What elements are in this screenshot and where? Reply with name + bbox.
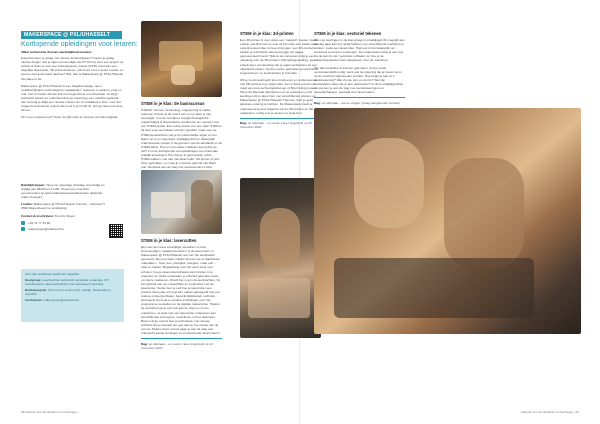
vector-title: STEM in je klas: vectoriel tekenen — [314, 31, 382, 36]
audience-label: Doelgroep: — [25, 278, 42, 283]
workshop-info-box — [21, 269, 124, 322]
workshop-photo-laptop — [141, 170, 222, 234]
contact-label: Contact & inschrijven: — [21, 213, 54, 218]
section-banner: MAKERSPACE @ PXL/UHASSELT — [21, 31, 122, 39]
page-subtitle: Kortlopende opleidingen voor leraren: — [21, 41, 138, 48]
phone-number[interactable]: +32 11 77 34 66 — [28, 220, 51, 225]
price-label: Deelnameprijs: — [25, 288, 48, 293]
vector-meta: op afspraak – aan te vragen (graag aangeboden worden) — [321, 100, 401, 105]
workshop-photo-student — [240, 178, 321, 338]
basiscursus-title: STEM in je klas: de basiscursus — [141, 101, 205, 106]
schedule-label: Data/tijdstippen: — [21, 183, 46, 187]
qr-code[interactable] — [109, 224, 123, 238]
location-label: Locatie: — [21, 202, 33, 207]
basiscursus-body: STEAM: science, technology, engineering & maths. Iedereen hoorde al de mond van vol en alles is niet bevestigd. In onze complexe hooglechnologische maatschappij is theoretische voorkennis om mensen met een STEM-profiel. Een echte praxis met een cijfer STEM is bij heel veel secundaire scholen populair, maar voor de STEM-leerkrachten ziet je het uiteindelijke eigen en het kijken op en in nijverheid, praktijkgericht en dialoogrijk onderbouwde manier in de grenzen van de aandacht en de STEM-tafels. Hoe en met welke middelen kan jij dat-op-het? In onze kortlopende vooropleidingen met maximale praktijk-ervaringen: Hoe kan je in jouw lessen echte STEM-vakken, ook niet met lasercutter, 3D-printer of pcb-frees gebruiken, en zoek je in lessen gebruik van Maar ook: bespreek aan de slag met verrassende en fijne — [141, 108, 223, 170]
workshop-photo-hands — [141, 21, 222, 97]
3dprinten-section — [240, 31, 321, 132]
email-row[interactable] — [21, 227, 107, 231]
intro-paragraph-1: Experimenteer je graag met nieuwe technologieën? Creëer je graag nieuwe dingen met je eigen persoonlijke touch? Heb je voor een project op school of thuis of voor een buitengewoon project (GPR) nood aan een degelijke lasercutter, 3D-printer/scanner, pcb-frees of een ander toestel, en weet je niet goed waar naartoe? Wel, dan is Makerspace @ PXL/UHasselt the place to be. — [21, 56, 124, 81]
phone-icon — [21, 221, 25, 225]
vector-body-2: Om alle toestellen te kunnen gebruiken, heb je enkel vectortekenskills nodig, want ook de tekening die je bouwt zal er op de machine uitgesneden worden. Hoe begin je aan zo'n vectortekening? Wat zijn de do's en don'ts? Wat zijn bestandsformaten die je kan uitwisselen? In deze praktijkgerichte cursus leer je aan de slag met vectortekeningen en gereedschappen, speciaal voor lasercutters. — [314, 65, 404, 95]
lasercutten-meta: op afspraak – en reeds 1 keer ingepland op 13 november 2024 — [141, 341, 213, 350]
3dprinten-body-2: Wil je zo als leerkracht leren instrueren en ondersteunen met 3D-printers in je eigen klas, dan is deze cursus op maat van jouw technologieberoep of 3D-printing project. Wil je dit allemaal uitproberen om te ontwerpen en/of leerlingen dit te laten zien met verschillende printers op Makerspace @ PXL/UHasselt? Hiervoor hoef je geen speciale ervaring te hebben. De Makerspace biedt je ondersteuning door trajecten bij het 3D-printen en 3D-ontwerpen, nodig voor je lessen en projecten. — [240, 77, 318, 115]
lasercutten-body: Een van de meest veelzijdige toestellen in onze fenomenalgen 'maakaccomenten' is de lasercutter, in Makerspace @ PXL/UHasselt ook wel 'het werkpaard' genoemd. Met een laser snijden kunnen we er allerhande materialen – hout, leer, plexiglas, spiegels, maar ook – naar te snijden. Begeleiding voor het eerst werk voor scholen, hoe je lasercuttersoftware kan inzetten in je projecten en welke materialen je effectief gebruiken kunt om dat te realiseren. Wordt het nog in de leerkrachten, bij het gebruik van de ontwerpfiles en producties met de lasercutter. Verder leer je ook hoe je lasercutter een product dat je dan vrij snel kan maken gekoppeld met een andere ontwerpsoftware, beperkt tijdsbestek, techniek, spelregels zijn leuk en andere instellingen over het programma, toestellen en de digitale makeruimte. Tijdens de workshop ga je zelf ook aan de slag om met je ontwerpen. Je gaat ook een lasercutter ontwerpen aan verschillende prototypes, modelleren en het uitwerken. Binnen deze cursus leer je technieken met nieuwe software die je toepast om een vak op het niveau van de cursus. Tijdens deze cursus gaan je aan de slag met onbeperkt aantal leerlingen en professionele lasercutters! — [141, 245, 221, 335]
vector-section — [314, 31, 405, 108]
lasercutten-section — [141, 238, 222, 353]
register-email[interactable]: makerspace@uhasselt.be — [43, 298, 80, 303]
divider — [314, 97, 405, 98]
intro-paragraph-2: Makerspace @ PXL/UHasselt is een laagdrempelige, open, multidisciplinaire technologisch 'maakatelier', iedereen is welkom, jong en oud, met of zonder directe link met hogeschool en universiteit. Je krijgt technisch advies en ondersteuning op maat bij je een machine gebruikt, dan bezorgt je altijd een nieuwe manier om te ontwikkelen. Dus, voor dat volgende technische project dat nu al in je hoofd zit, spring zeker een keer binnen. — [21, 83, 123, 113]
3dprinten-meta-label: Dag: — [240, 121, 247, 126]
vector-meta-label: Dag: — [314, 100, 321, 105]
intro-text — [21, 50, 124, 122]
intro-paragraph-3: Zin in een virtuele tour? Scan de QR-code en bezoek ons labo digitaal. — [21, 115, 118, 120]
schedule-text: Open op maandag, dinsdag, woensdag en vrijdag van 09u00 tot 17u00. Check een overzicht evenementen op www.makerspacepxluhasselt.be (kalender onder 'bezoek'). — [21, 183, 105, 200]
page-footer-left: 26 Aanbod voor leerkrachten en leerlingen — [21, 410, 78, 414]
divider — [240, 118, 321, 119]
location-text: Makerspace @ PXL/UHasselt, Kantoor - Gebouw H, 3590 Diepenbeek (1e verdieping) — [21, 202, 106, 211]
price-text: 25 euro per sessie (incl. ontbijt). Reservatie is verplicht. — [25, 288, 111, 297]
audience-text: Leerkrachten technisch secundair onderwijs, ICT-coördinatoren, alle leerkrachten met interesse in techniek — [25, 278, 110, 287]
infobox-title: Voor alle workshops geldt het volgende: — [25, 272, 80, 276]
lasercutten-meta-label: Dag: — [141, 341, 148, 346]
3dprinten-body: Een 3D-printer is voor velen een 'magisch' toestel. Geen enkele machine kan zo snel uit het niets een totaal nieuw experimenteel idee tot leven brengen: een 3D-product waarin je technische tekening legge per laagje gepresenteerd werd. Tijdens de cursussen krijg je een opleiding over de 3D-printers (slicing/begeleiding), geen enkele keer vernieuwing van je eigen technieken tot een uitgebreid manier. Op die manier gebruiken je technische programma's, en leerkrachten in hun klas. — [240, 38, 319, 75]
mail-icon — [21, 227, 25, 231]
phone-row[interactable] — [21, 221, 107, 225]
lasercutten-title: STEM in je klas: lasercutten — [141, 238, 197, 243]
contact-person: Tom De Weyer — [54, 213, 76, 218]
intro-lead: 'Waar technische dromen werkelijkheid worden.' — [21, 50, 93, 54]
3dprinten-meta: op afspraak – en reeds 1 keer ingepland op 20 november 2024 — [240, 121, 312, 130]
vector-body: Wie met leerlingen in de klas graag zo praktijkgericht mogelijk aan de slag gaat kan het nodig hebben met verschillende machines te werken, zoals een lasercutter. Hiervoor is het belangrijk om vectorieel te kunnen ontwerpen. De makerspace biedt je een tool via de kennis van 'vectoriele software' en hoe je de ontwerpbestanden kunt aanpassen voor de machines. — [314, 38, 405, 63]
contact-block — [21, 183, 107, 233]
3dprinten-title: STEM in je klas: 3d-printen — [240, 31, 294, 36]
page-footer-right: Aanbod voor leerkrachten en leerlingen | 21 — [520, 410, 579, 414]
divider — [141, 338, 222, 339]
register-label: Inschrijven: — [25, 298, 43, 303]
email-address[interactable]: makerspace@uhasselt.be — [28, 226, 64, 231]
workshop-photo-main — [314, 108, 581, 334]
